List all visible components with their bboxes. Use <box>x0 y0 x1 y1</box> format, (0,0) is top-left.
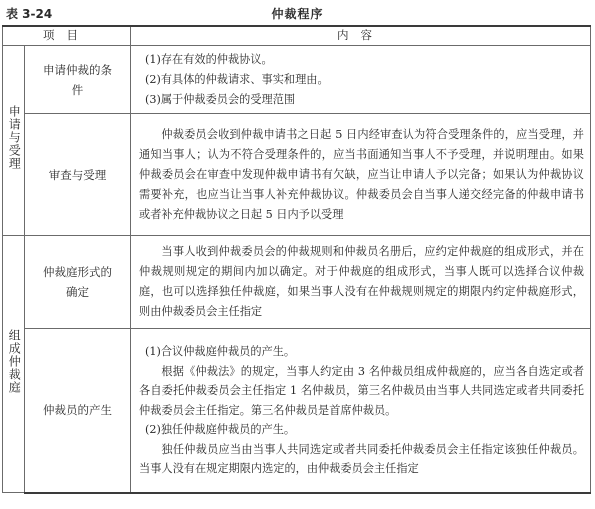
item-cell <box>25 46 131 114</box>
table-title: 仲裁程序 <box>271 7 324 21</box>
table-row <box>3 236 591 329</box>
arbitration-procedure-table <box>2 25 591 494</box>
content-paragraph: 根据《仲裁法》的规定，当事人约定由 3 名仲裁员组成仲裁庭的，应当各自选定或者各自委托仲裁委员会主任指定 1 名仲裁员，第三名仲裁员由当事人共同选定或者共同委托仲裁委员会主任指定。第三名仲裁员是首席仲裁员。 <box>139 364 584 417</box>
content-paragraph: 独任仲裁员应当由当事人共同选定或者共同委托仲裁委员会主任指定该独任仲裁员。当事人没有在规定期限内选定的，由仲裁委员会主任指定 <box>139 442 584 475</box>
content-cell <box>131 236 591 329</box>
table-row <box>3 46 591 114</box>
item-label: 仲裁庭形式的确定 <box>43 265 112 299</box>
content-paragraph: (3)属于仲裁委员会的受理范围 <box>145 92 296 106</box>
content-cell <box>131 329 591 493</box>
table-number: 表 3-24 <box>6 7 53 21</box>
content-paragraph: 当事人收到仲裁委员会的仲裁规则和仲裁员名册后，应约定仲裁庭的组成形式，并在仲裁规则规定的期间内加以确定。对于仲裁庭的组成形式，当事人既可以选择合议仲裁庭，也可以选择独任仲裁庭，如果当事人没有在仲裁规则规定的期限内约定仲裁庭形式，则由仲裁委员会主任指定 <box>139 245 584 318</box>
header-item: 项目 <box>3 26 131 46</box>
item-cell <box>25 236 131 329</box>
item-cell: 审查与受理 <box>25 114 131 236</box>
header-content: 内容 <box>131 26 591 46</box>
content-paragraph: 仲裁委员会收到仲裁申请书之日起 5 日内经审查认为符合受理条件的，应当受理，并通知当事人；认为不符合受理条件的，应当书面通知当事人不予受理，并说明理由。如果仲裁委员会在审查中发现仲裁申请书有欠缺，应当让申请人予以完备；如果认为仲裁协议需要补充，也应当让当事人补充仲裁协议。仲裁委员会自当事人递交经完备的仲裁申请书或者补充仲裁协议之日起 5 日内予以受理 <box>139 127 584 221</box>
content-paragraph: (2)独任仲裁庭仲裁员的产生。 <box>145 423 296 436</box>
item-label: 申请仲裁的条件 <box>43 62 112 97</box>
content-paragraph: (1)存在有效的仲裁协议。 <box>145 52 273 66</box>
group-label: 组成仲裁庭 <box>7 328 22 394</box>
content-cell <box>131 46 591 114</box>
content-paragraph: (2)有具体的仲裁请求、事实和理由。 <box>145 72 329 86</box>
item-cell: 仲裁员的产生 <box>25 329 131 493</box>
table-row <box>3 114 591 236</box>
content-paragraph: (1)合议仲裁庭仲裁员的产生。 <box>145 345 296 358</box>
group-cell-application <box>3 46 25 236</box>
group-cell-tribunal <box>3 236 25 493</box>
table-row <box>3 329 591 493</box>
group-label: 申请与受理 <box>7 105 22 171</box>
content-cell <box>131 114 591 236</box>
table-header-row <box>3 26 591 46</box>
table-caption <box>6 3 589 23</box>
